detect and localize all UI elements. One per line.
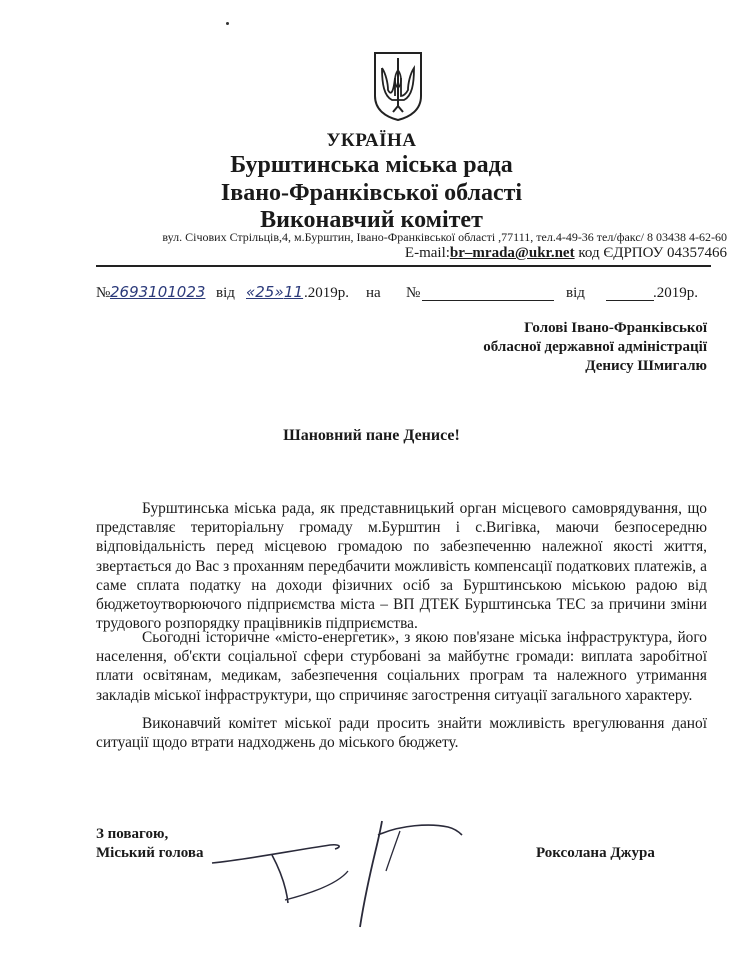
closing-regards: З повагою, [96,826,169,842]
paragraph-text: Бурштинська міська рада, як представницький орган місцевого самоврядування, що представляє територіальну громаду м.Бурштин і с.Вигівка, маючи безпосередню відповідальність перед місцевою громадою по забезпеченню належної якості життя, звертається до Вас з проханням передбачити можливість компенсації податкових платежів, а саме сплата податку на доходи фізичних осіб за Бурштинською міською радою від бюджетоутворюючого підприємства міста – ВП ДТЕК Бурштинська ТЕС за причини зміни трудового розпорядку працівників підприємства. [96,500,707,633]
coat-of-arms-icon [372,50,424,122]
addressee-name: Денису Шмигалю [585,358,707,374]
postal-address: вул. Січових Стрільців,4, м.Бурштин, Івано-Франківської області ,77111, тел.4-49-36 тел/факс/ 8 03438 4-62-60 [162,230,727,244]
ref-no2-label: № [406,285,421,301]
org-name: Бурштинська міська рада [230,152,513,178]
country-name: УКРАЇНА [326,130,417,151]
contact-line [405,245,727,262]
ref-month-handwritten: 11 [284,283,304,301]
ref-day-handwritten: «25» [246,283,284,301]
paragraph-text: Сьогодні історичне «місто-енергетик», з якою пов'язане міська інфраструктура, його населення, об'єкти соціальної сфери стурбовані за майбутнє громади: виплата заробітної плати освітянам, медикам, забезпечення соціальних програм та належного утримання закладів міської інфраструктури, що спричиняє загострення ситуації загального характеру. [96,629,707,704]
body-paragraph-2 [96,628,707,705]
ref-on-label: на [366,285,381,301]
email-address: br–mrada@ukr.net [449,245,575,261]
ref-no-label: № [96,285,111,301]
paragraph-text: Виконавчий комітет міської ради просить знайти можливість врегулювання даної ситуації щодо втрати надходжень до міського бюджету. [96,715,707,752]
ref-year2: .2019р. [653,285,698,301]
salutation: Шановний пане Денисе! [283,427,460,444]
org-region: Івано-Франківської області [220,180,523,206]
ref-no2-blank [422,286,554,301]
ref-no-handwritten: 2693101023 [110,283,206,301]
ref-from-label: від [216,285,235,301]
addressee-position: Голові Івано-Франківської [524,320,707,336]
body-paragraph-1 [96,499,707,633]
ref-from2-label: від [566,285,585,301]
ref-year: .2019р. [304,285,349,301]
body-paragraph-3 [96,714,707,752]
ref-date2-blank [606,286,654,301]
addressee-office: обласної державної адміністрації [483,339,707,355]
email-label: E-mail: [404,245,450,261]
signer-name: Роксолана Джура [536,845,655,861]
edrpou-code: код ЄДРПОУ 04357466 [578,245,727,261]
closing-title: Міський голова [96,845,204,861]
scan-speck [226,22,229,25]
header-divider [96,265,711,267]
handwritten-signature [210,815,480,935]
org-department: Виконавчий комітет [260,207,483,233]
reference-line [96,285,711,305]
